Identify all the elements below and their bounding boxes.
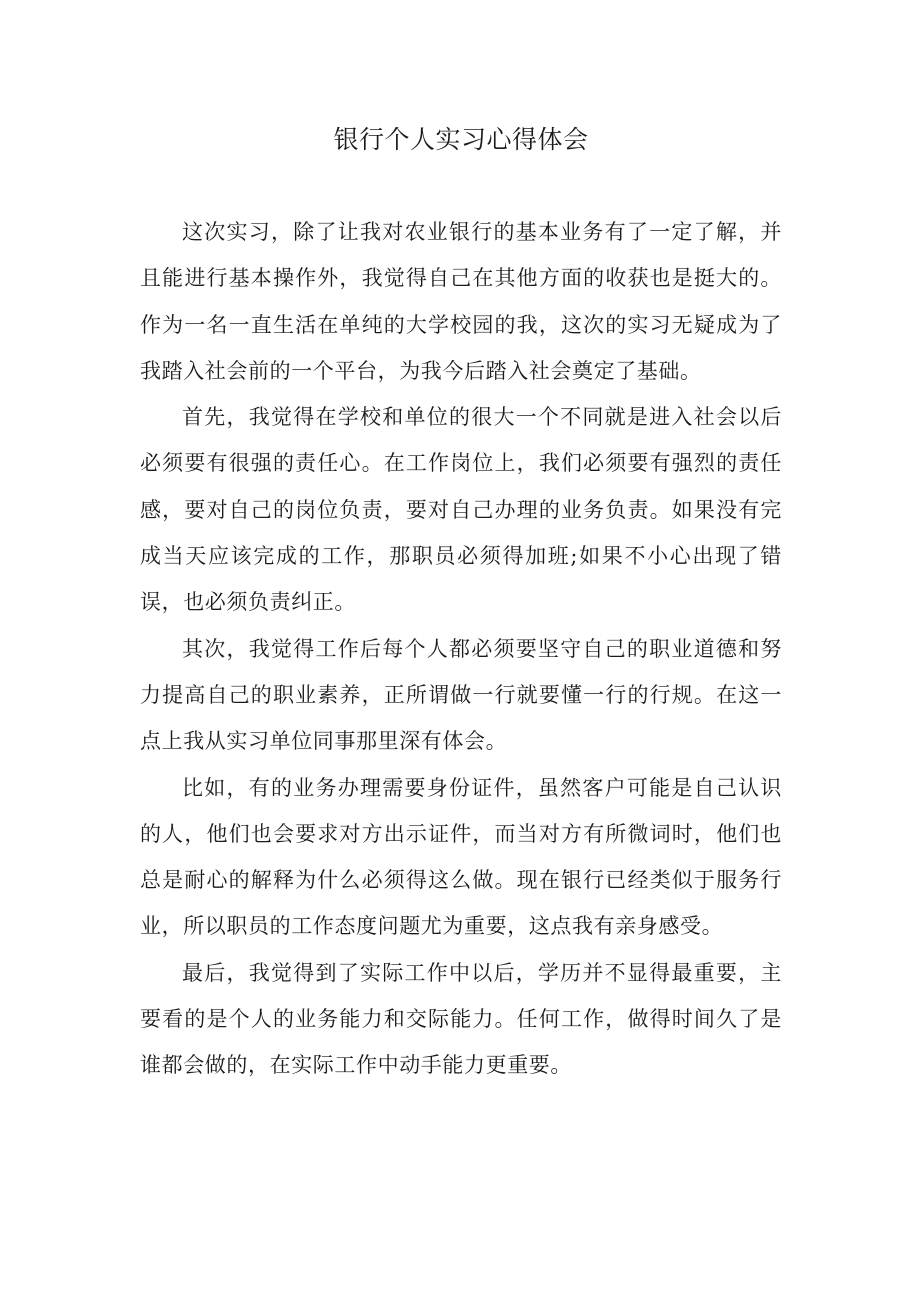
document-body xyxy=(140,209,782,1089)
paragraph-5: 最后，我觉得到了实际工作中以后，学历并不显得最重要，主要看的是个人的业务能力和交际能力。任何工作，做得时间久了是谁都会做的，在实际工作中动手能力更重要。 xyxy=(140,960,782,1078)
paragraph-1: 这次实习，除了让我对农业银行的基本业务有了一定了解，并且能进行基本操作外，我觉得自己在其他方面的收获也是挺大的。作为一名一直生活在单纯的大学校园的我，这次的实习无疑成为了我踏入社会前的一个平台，为我今后踏入社会奠定了基础。 xyxy=(140,220,782,383)
paragraph-3: 其次，我觉得工作后每个人都必须要坚守自己的职业道德和努力提高自己的职业素养，正所谓做一行就要懂一行的行规。在这一点上我从实习单位同事那里深有体会。 xyxy=(140,636,782,754)
paragraph-4: 比如，有的业务办理需要身份证件，虽然客户可能是自己认识的人，他们也会要求对方出示证件，而当对方有所微词时，他们也总是耐心的解释为什么必须得这么做。现在银行已经类似于服务行业，所以职员的工作态度问题尤为重要，这点我有亲身感受。 xyxy=(140,775,782,939)
paragraph-2: 首先，我觉得在学校和单位的很大一个不同就是进入社会以后必须要有很强的责任心。在工作岗位上，我们必须要有强烈的责任感，要对自己的岗位负责，要对自己办理的业务负责。如果没有完成当天应该完成的工作，那职员必须得加班;如果不小心出现了错误，也必须负责纠正。 xyxy=(140,405,782,615)
document-title: 银行个人实习心得体会 xyxy=(333,125,589,154)
